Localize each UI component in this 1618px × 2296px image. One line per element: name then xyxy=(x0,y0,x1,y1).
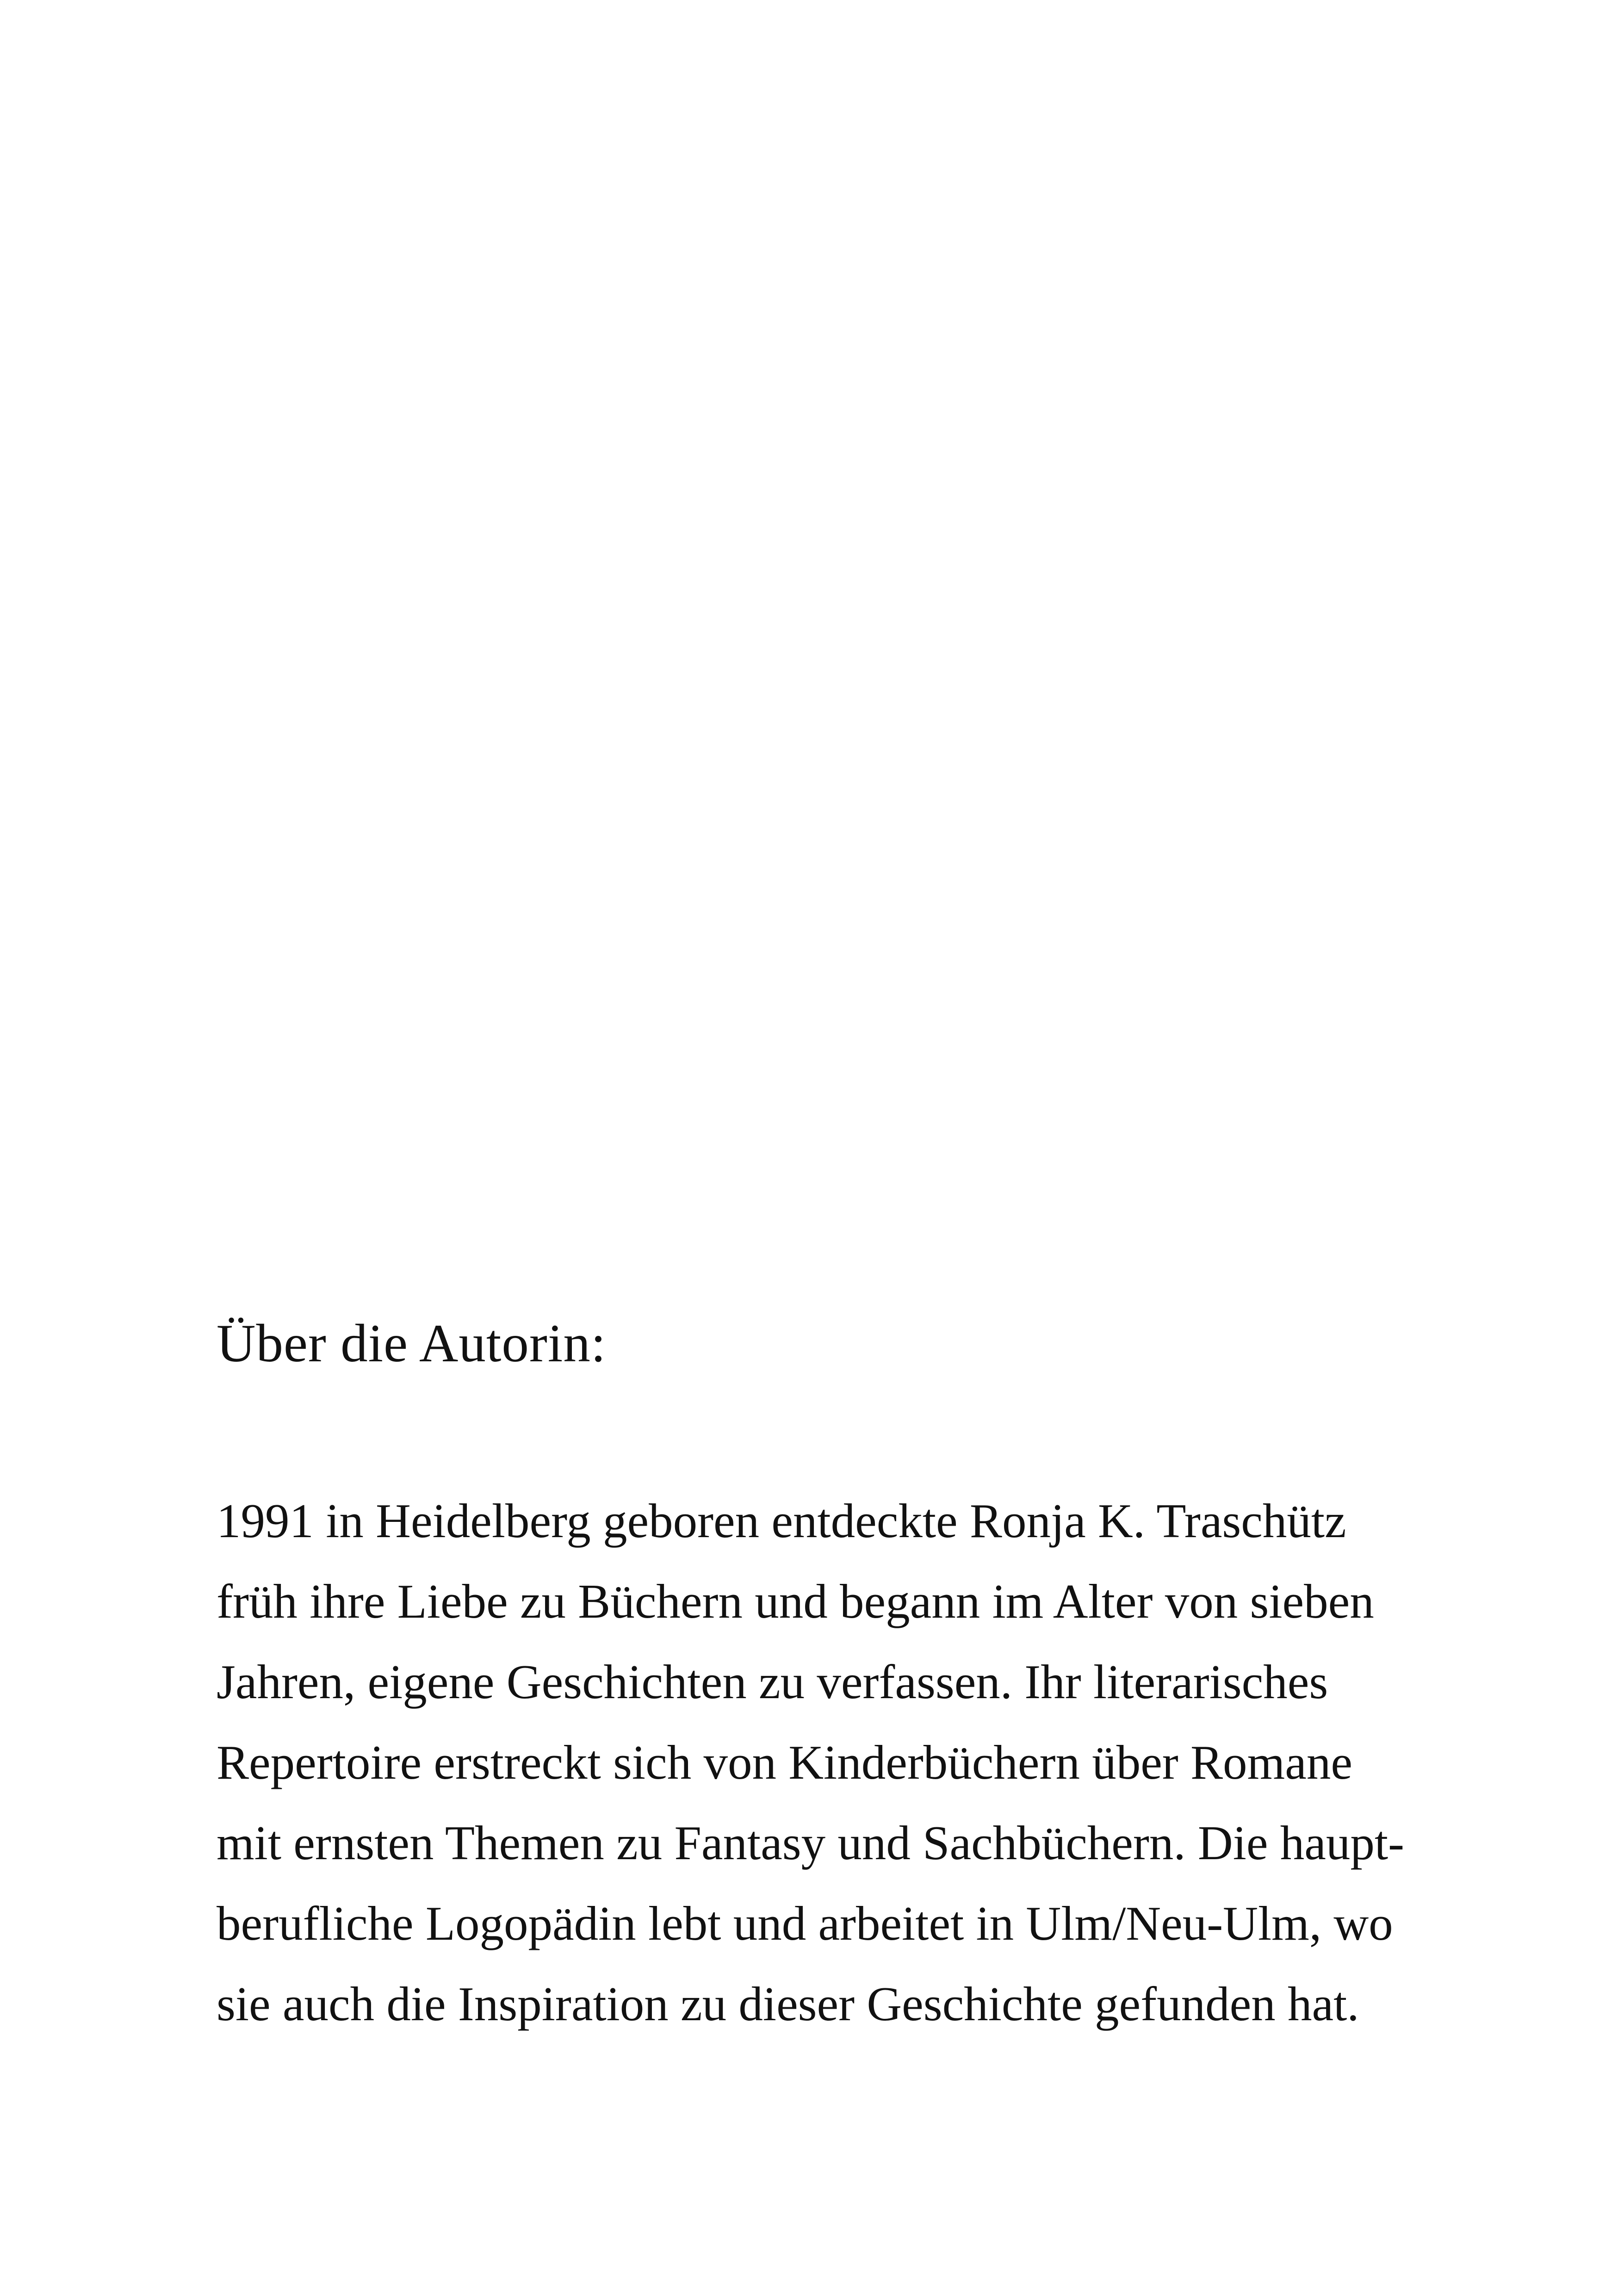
bio-line: Repertoire erstreckt sich von Kinderbüchern über Romane xyxy=(217,1735,1352,1789)
bio-line: 1991 in Heidelberg geboren entdeckte Ronja K. Traschütz xyxy=(217,1494,1346,1548)
bio-line: früh ihre Liebe zu Büchern und begann im Alter von sieben xyxy=(217,1574,1374,1628)
bio-line: sie auch die Inspiration zu dieser Geschichte gefunden hat. xyxy=(217,1977,1359,2031)
bio-line: mit ernsten Themen zu Fantasy und Sachbüchern. Die haupt- xyxy=(217,1816,1404,1870)
bio-line: Jahren, eigene Geschichten zu verfassen. Ihr literarisches xyxy=(217,1655,1328,1709)
section-heading: Über die Autorin: xyxy=(217,1314,607,1373)
bio-line: berufliche Logopädin lebt und arbeitet in Ulm/Neu-Ulm, wo xyxy=(217,1896,1393,1950)
author-bio-paragraph xyxy=(217,1481,1466,2044)
